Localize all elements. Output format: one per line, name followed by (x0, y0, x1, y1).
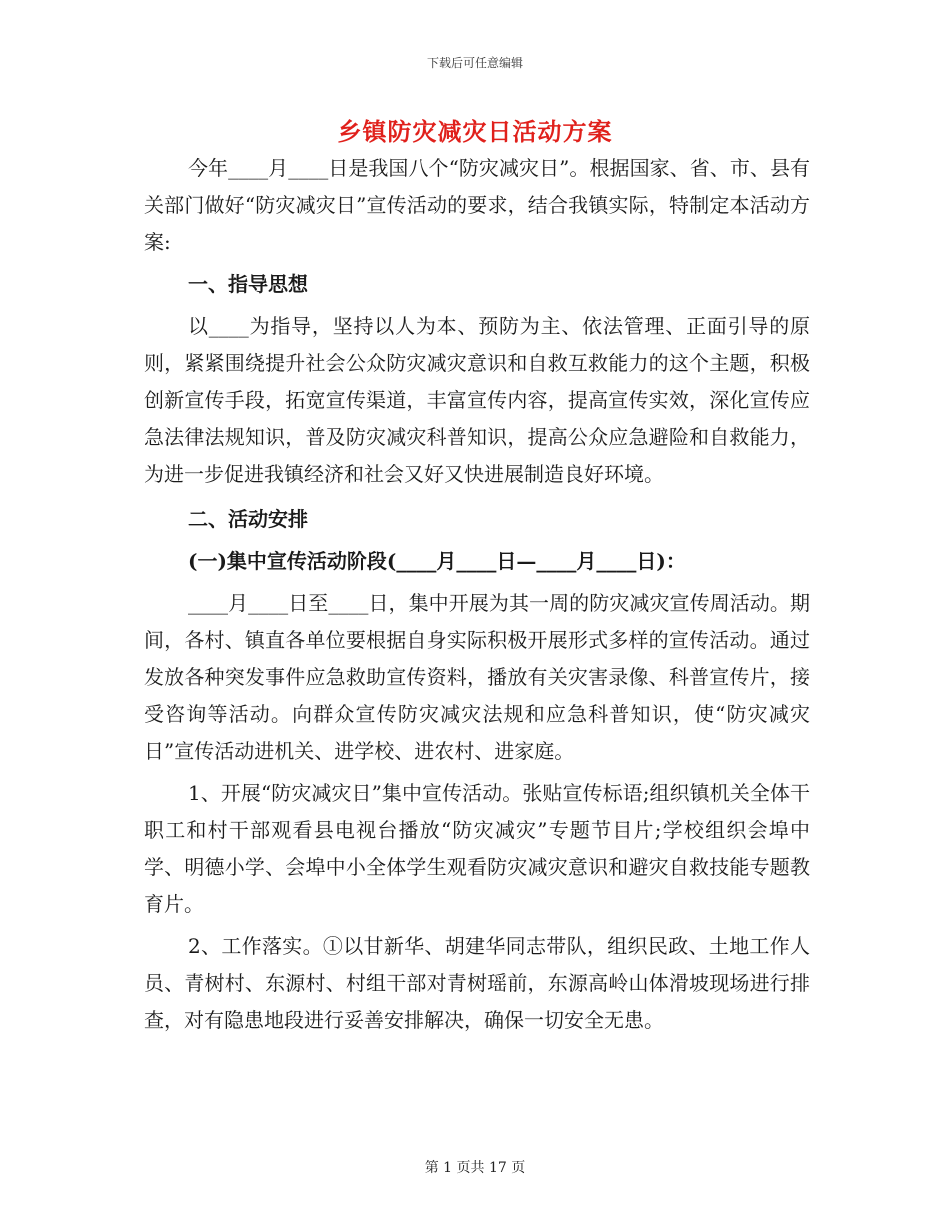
subsection-heading-stage: (一)集中宣传活动阶段(____月____日—____月____日)： (188, 549, 686, 573)
header-note: 下载后可任意编辑 (426, 56, 523, 70)
item-1-paragraph: 1、开展“防灾减灾日”集中宣传活动。张贴宣传标语;组织镇机关全体干职工和村干部观看县电视台播放“防灾减灾”专题节目片;学校组织会埠中学、明德小学、会埠中小全体学生观看防灾减灾意识和避灾自救技能专题教育片。 (144, 781, 810, 916)
document-title: 乡镇防灾减灾日活动方案 (337, 117, 613, 146)
page-footer: 第 1 页共 17 页 (424, 1160, 526, 1176)
intro-paragraph: 今年____月____日是我国八个“防灾减灾日”。根据国家、省、市、县有关部门做好“防灾减灾日”宣传活动的要求，结合我镇实际，特制定本活动方案: (144, 156, 810, 254)
section-heading-arrangement: 二、活动安排 (188, 507, 308, 531)
stage-paragraph: ____月____日至____日，集中开展为其一周的防灾减灾宣传周活动。期间，各村、镇直各单位要根据自身实际积极开展形式多样的宣传活动。通过发放各种突发事件应急救助宣传资料，播放有关灾害录像、科普宣传片，接受咨询等活动。向群众宣传防灾减灾法规和应急科普知识，使“防灾减灾日”宣传活动进机关、进学校、进农村、进家庭。 (144, 591, 810, 763)
section-heading-guidance: 一、指导思想 (188, 272, 308, 296)
item-2-paragraph: 2、工作落实。①以甘新华、胡建华同志带队，组织民政、土地工作人员、青树村、东源村、村组干部对青树瑶前，东源高岭山体滑坡现场进行排查，对有隐患地段进行妥善安排解决，确保一切安全无患。 (144, 934, 810, 1032)
document-body (144, 150, 810, 1039)
guidance-paragraph: 以____为指导，坚持以人为本、预防为主、依法管理、正面引导的原则，紧紧围绕提升社会公众防灾减灾意识和自救互救能力的这个主题，积极创新宣传手段，拓宽宣传渠道，丰富宣传内容，提高宣传实效，深化宣传应急法律法规知识，普及防灾减灾科普知识，提高公众应急避险和自救能力，为进一步促进我镇经济和社会又好又快进展制造良好环境。 (144, 314, 810, 486)
